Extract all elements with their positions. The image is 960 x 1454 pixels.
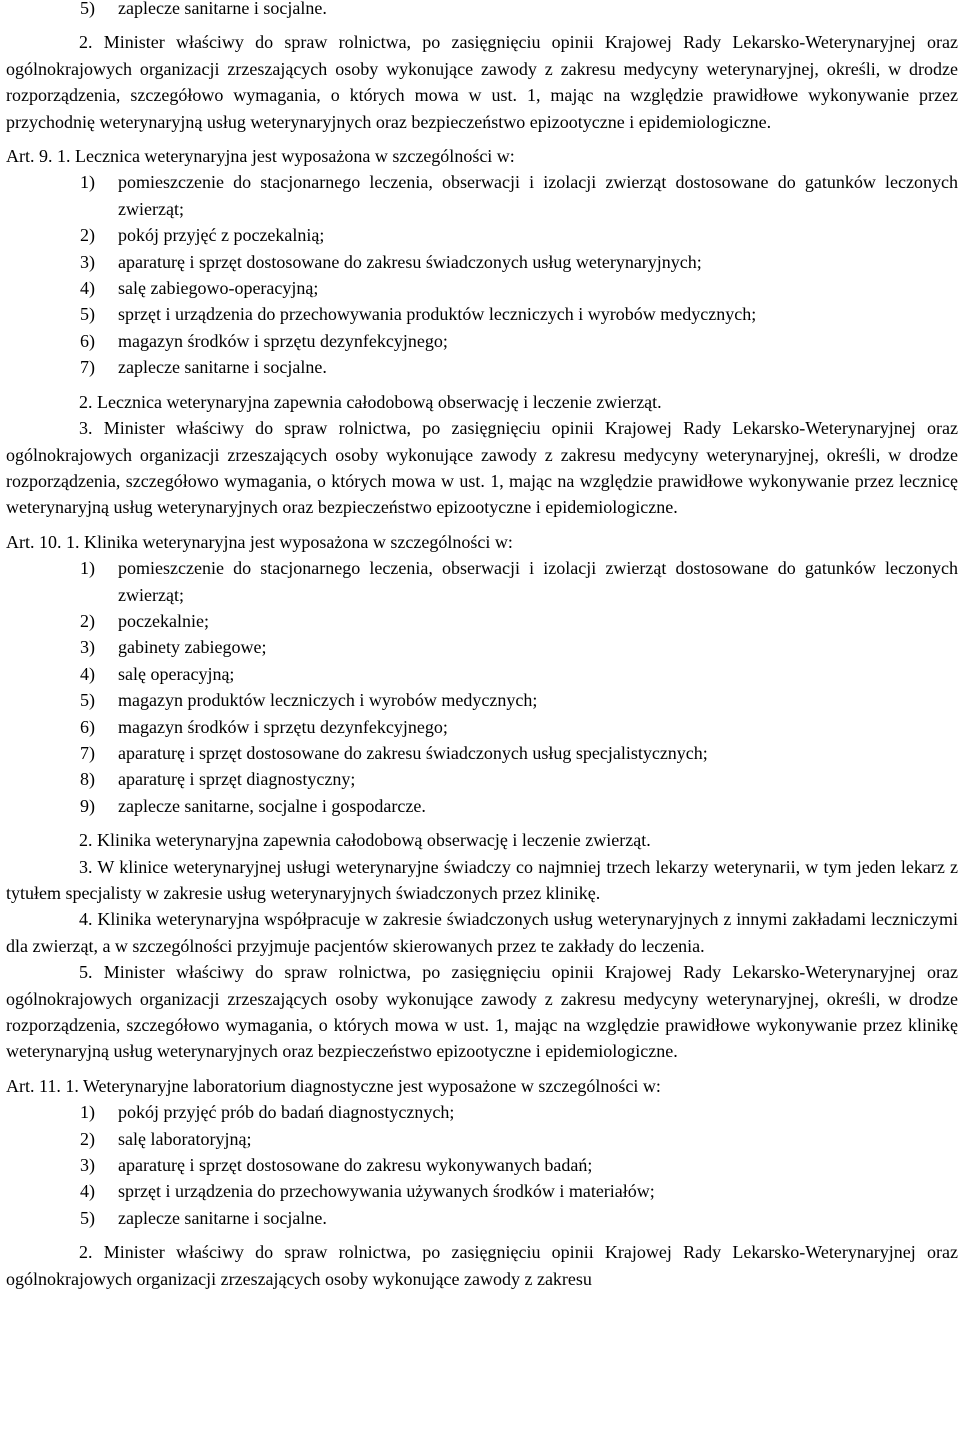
- list-item: [6, 555, 958, 608]
- list-item: [6, 222, 958, 248]
- list-item: [6, 608, 958, 634]
- list-item-text: aparaturę i sprzęt dostosowane do zakresu świadczonych usług weterynaryjnych;: [118, 251, 702, 272]
- list-item-number: 1): [80, 172, 95, 193]
- list-item-number: 4): [80, 278, 95, 299]
- list-item-number: 9): [80, 795, 95, 816]
- list-item-text: salę operacyjną;: [118, 663, 235, 684]
- list-item-text: aparaturę i sprzęt dostosowane do zakresu wykonywanych badań;: [118, 1155, 593, 1176]
- list-item: [6, 793, 958, 819]
- article-10-list: [6, 555, 958, 819]
- article-11-heading: Art. 11. 1. Weterynaryjne laboratorium diagnostyczne jest wyposażone w szczególności w:: [6, 1075, 661, 1096]
- list-item-text: zaplecze sanitarne i socjalne.: [118, 0, 327, 18]
- list-item: [6, 1205, 958, 1231]
- list-item: [6, 275, 958, 301]
- list-item-text: zaplecze sanitarne, socjalne i gospodarcze.: [118, 795, 426, 816]
- list-item-number: 6): [80, 716, 95, 737]
- list-item: [6, 740, 958, 766]
- list-item-text: salę zabiegowo-operacyjną;: [118, 278, 319, 299]
- list-item-text: pokój przyjęć z poczekalnią;: [118, 225, 325, 246]
- list-item-text: gabinety zabiegowe;: [118, 637, 267, 658]
- list-item: [6, 169, 958, 222]
- list-item-number: 4): [80, 1181, 95, 1202]
- article-9-heading: Art. 9. 1. Lecznica weterynaryjna jest wyposażona w szczególności w:: [6, 146, 515, 167]
- list-item-text: pomieszczenie do stacjonarnego leczenia, obserwacji i izolacji zwierząt dostosowane do gatunków leczonych zwierząt;: [118, 172, 958, 219]
- list-item-number: 8): [80, 769, 95, 790]
- list-item-number: 2): [80, 225, 95, 246]
- list-item-number: 3): [80, 637, 95, 658]
- paragraph-art10-ust5: 5. Minister właściwy do spraw rolnictwa, po zasięgnięciu opinii Krajowej Rady Lekarsko-Weterynaryjnej oraz ogólnokrajowych organizacji zrzeszających osoby wykonujące zawody z zakresu medycyny weterynaryjnej, określi, w drodze rozporządzenia, szczegółowo wymagania, o których mowa w ust. 1, mając na względzie prawidłowe wykonywanie przez klinikę weterynaryjną usług weterynaryjnych oraz bezpieczeństwo epizootyczne i epidemiologiczne.: [6, 962, 958, 1062]
- list-item: [6, 1126, 958, 1152]
- list-item-text: sprzęt i urządzenia do przechowywania produktów leczniczych i wyrobów medycznych;: [118, 304, 757, 325]
- list-item-text: pokój przyjęć prób do badań diagnostycznych;: [118, 1102, 455, 1123]
- list-item-text: pomieszczenie do stacjonarnego leczenia, obserwacji i izolacji zwierząt dostosowane do gatunków leczonych zwierząt;: [118, 558, 958, 605]
- list-item-number: 5): [80, 304, 95, 325]
- list-item-number: 4): [80, 663, 95, 684]
- list-item: [6, 354, 958, 380]
- list-item: [6, 714, 958, 740]
- list-item: [6, 1099, 958, 1125]
- list-item-number: 5): [80, 1207, 95, 1228]
- list-item-number: 5): [80, 0, 95, 18]
- list-item: [6, 1152, 958, 1178]
- paragraph-art9-ust2: 2. Lecznica weterynaryjna zapewnia całodobową obserwację i leczenie zwierząt.: [79, 391, 662, 412]
- document-page: [6, 0, 958, 1292]
- list-item-text: aparaturę i sprzęt dostosowane do zakresu świadczonych usług specjalistycznych;: [118, 742, 708, 763]
- list-item: [6, 328, 958, 354]
- article-9-list: [6, 169, 958, 380]
- list-item-text: sprzęt i urządzenia do przechowywania używanych środków i materiałów;: [118, 1181, 655, 1202]
- list-item: [6, 661, 958, 687]
- list-item: [6, 687, 958, 713]
- list-item-number: 7): [80, 357, 95, 378]
- article-11-list: [6, 1099, 958, 1231]
- list-item-number: 3): [80, 1155, 95, 1176]
- list-item-number: 6): [80, 330, 95, 351]
- list-item-text: magazyn produktów leczniczych i wyrobów medycznych;: [118, 690, 538, 711]
- paragraph-art10-ust4: 4. Klinika weterynaryjna współpracuje w zakresie świadczonych usług weterynaryjnych z innymi zakładami leczniczymi dla zwierząt, a w szczególności przyjmuje pacjentów skierowanych przez te zakłady do leczenia.: [6, 909, 958, 956]
- paragraph-art11-ust2: 2. Minister właściwy do spraw rolnictwa, po zasięgnięciu opinii Krajowej Rady Lekarsko-Weterynaryjnej oraz ogólnokrajowych organizacji zrzeszających osoby wykonujące zawody z zakresu: [6, 1242, 958, 1289]
- paragraph-art8-ust2: 2. Minister właściwy do spraw rolnictwa, po zasięgnięciu opinii Krajowej Rady Lekarsko-Weterynaryjnej oraz ogólnokrajowych organizacji zrzeszających osoby wykonujące zawody z zakresu medycyny weterynaryjnej, określi, w drodze rozporządzenia, szczegółowo wymagania, o których mowa w ust. 1, mając na względzie prawidłowe wykonywanie przez przychodnię weterynaryjną usług weterynaryjnych oraz bezpieczeństwo epizootyczne i epidemiologiczne.: [6, 32, 958, 132]
- list-item: [6, 634, 958, 660]
- list-item-number: 1): [80, 1102, 95, 1123]
- paragraph-art9-ust3: 3. Minister właściwy do spraw rolnictwa, po zasięgnięciu opinii Krajowej Rady Lekarsko-Weterynaryjnej oraz ogólnokrajowych organizacji zrzeszających osoby wykonujące zawody z zakresu medycyny weterynaryjnej, określi, w drodze rozporządzenia, szczegółowo wymagania, o których mowa w ust. 1, mając na względzie prawidłowe wykonywanie przez lecznicę weterynaryjną usług weterynaryjnych oraz bezpieczeństwo epizootyczne i epidemiologiczne.: [6, 418, 958, 518]
- list-item-number: 7): [80, 742, 95, 763]
- list-item-text: poczekalnie;: [118, 610, 209, 631]
- list-item-number: 3): [80, 251, 95, 272]
- paragraph-art10-ust2: 2. Klinika weterynaryjna zapewnia całodobową obserwację i leczenie zwierząt.: [79, 830, 651, 851]
- list-item: [6, 0, 958, 21]
- paragraph-art10-ust3: 3. W klinice weterynaryjnej usługi weterynaryjne świadczy co najmniej trzech lekarzy weterynarii, w tym jeden lekarz z tytułem specjalisty w zakresie usług weterynaryjnych świadczonych przez klinikę.: [6, 856, 958, 903]
- list-item: [6, 249, 958, 275]
- list-item-text: zaplecze sanitarne i socjalne.: [118, 357, 327, 378]
- list-item-text: magazyn środków i sprzętu dezynfekcyjnego;: [118, 330, 448, 351]
- list-item-text: magazyn środków i sprzętu dezynfekcyjnego;: [118, 716, 448, 737]
- list-item: [6, 301, 958, 327]
- list-item-number: 1): [80, 558, 95, 579]
- list-item-number: 2): [80, 1128, 95, 1149]
- list-item-text: aparaturę i sprzęt diagnostyczny;: [118, 769, 356, 790]
- list-item-text: zaplecze sanitarne i socjalne.: [118, 1207, 327, 1228]
- list-item-number: 5): [80, 690, 95, 711]
- list-item-text: salę laboratoryjną;: [118, 1128, 252, 1149]
- article-10-heading: Art. 10. 1. Klinika weterynaryjna jest wyposażona w szczególności w:: [6, 531, 513, 552]
- list-item-number: 2): [80, 610, 95, 631]
- list-item: [6, 766, 958, 792]
- list-item: [6, 1178, 958, 1204]
